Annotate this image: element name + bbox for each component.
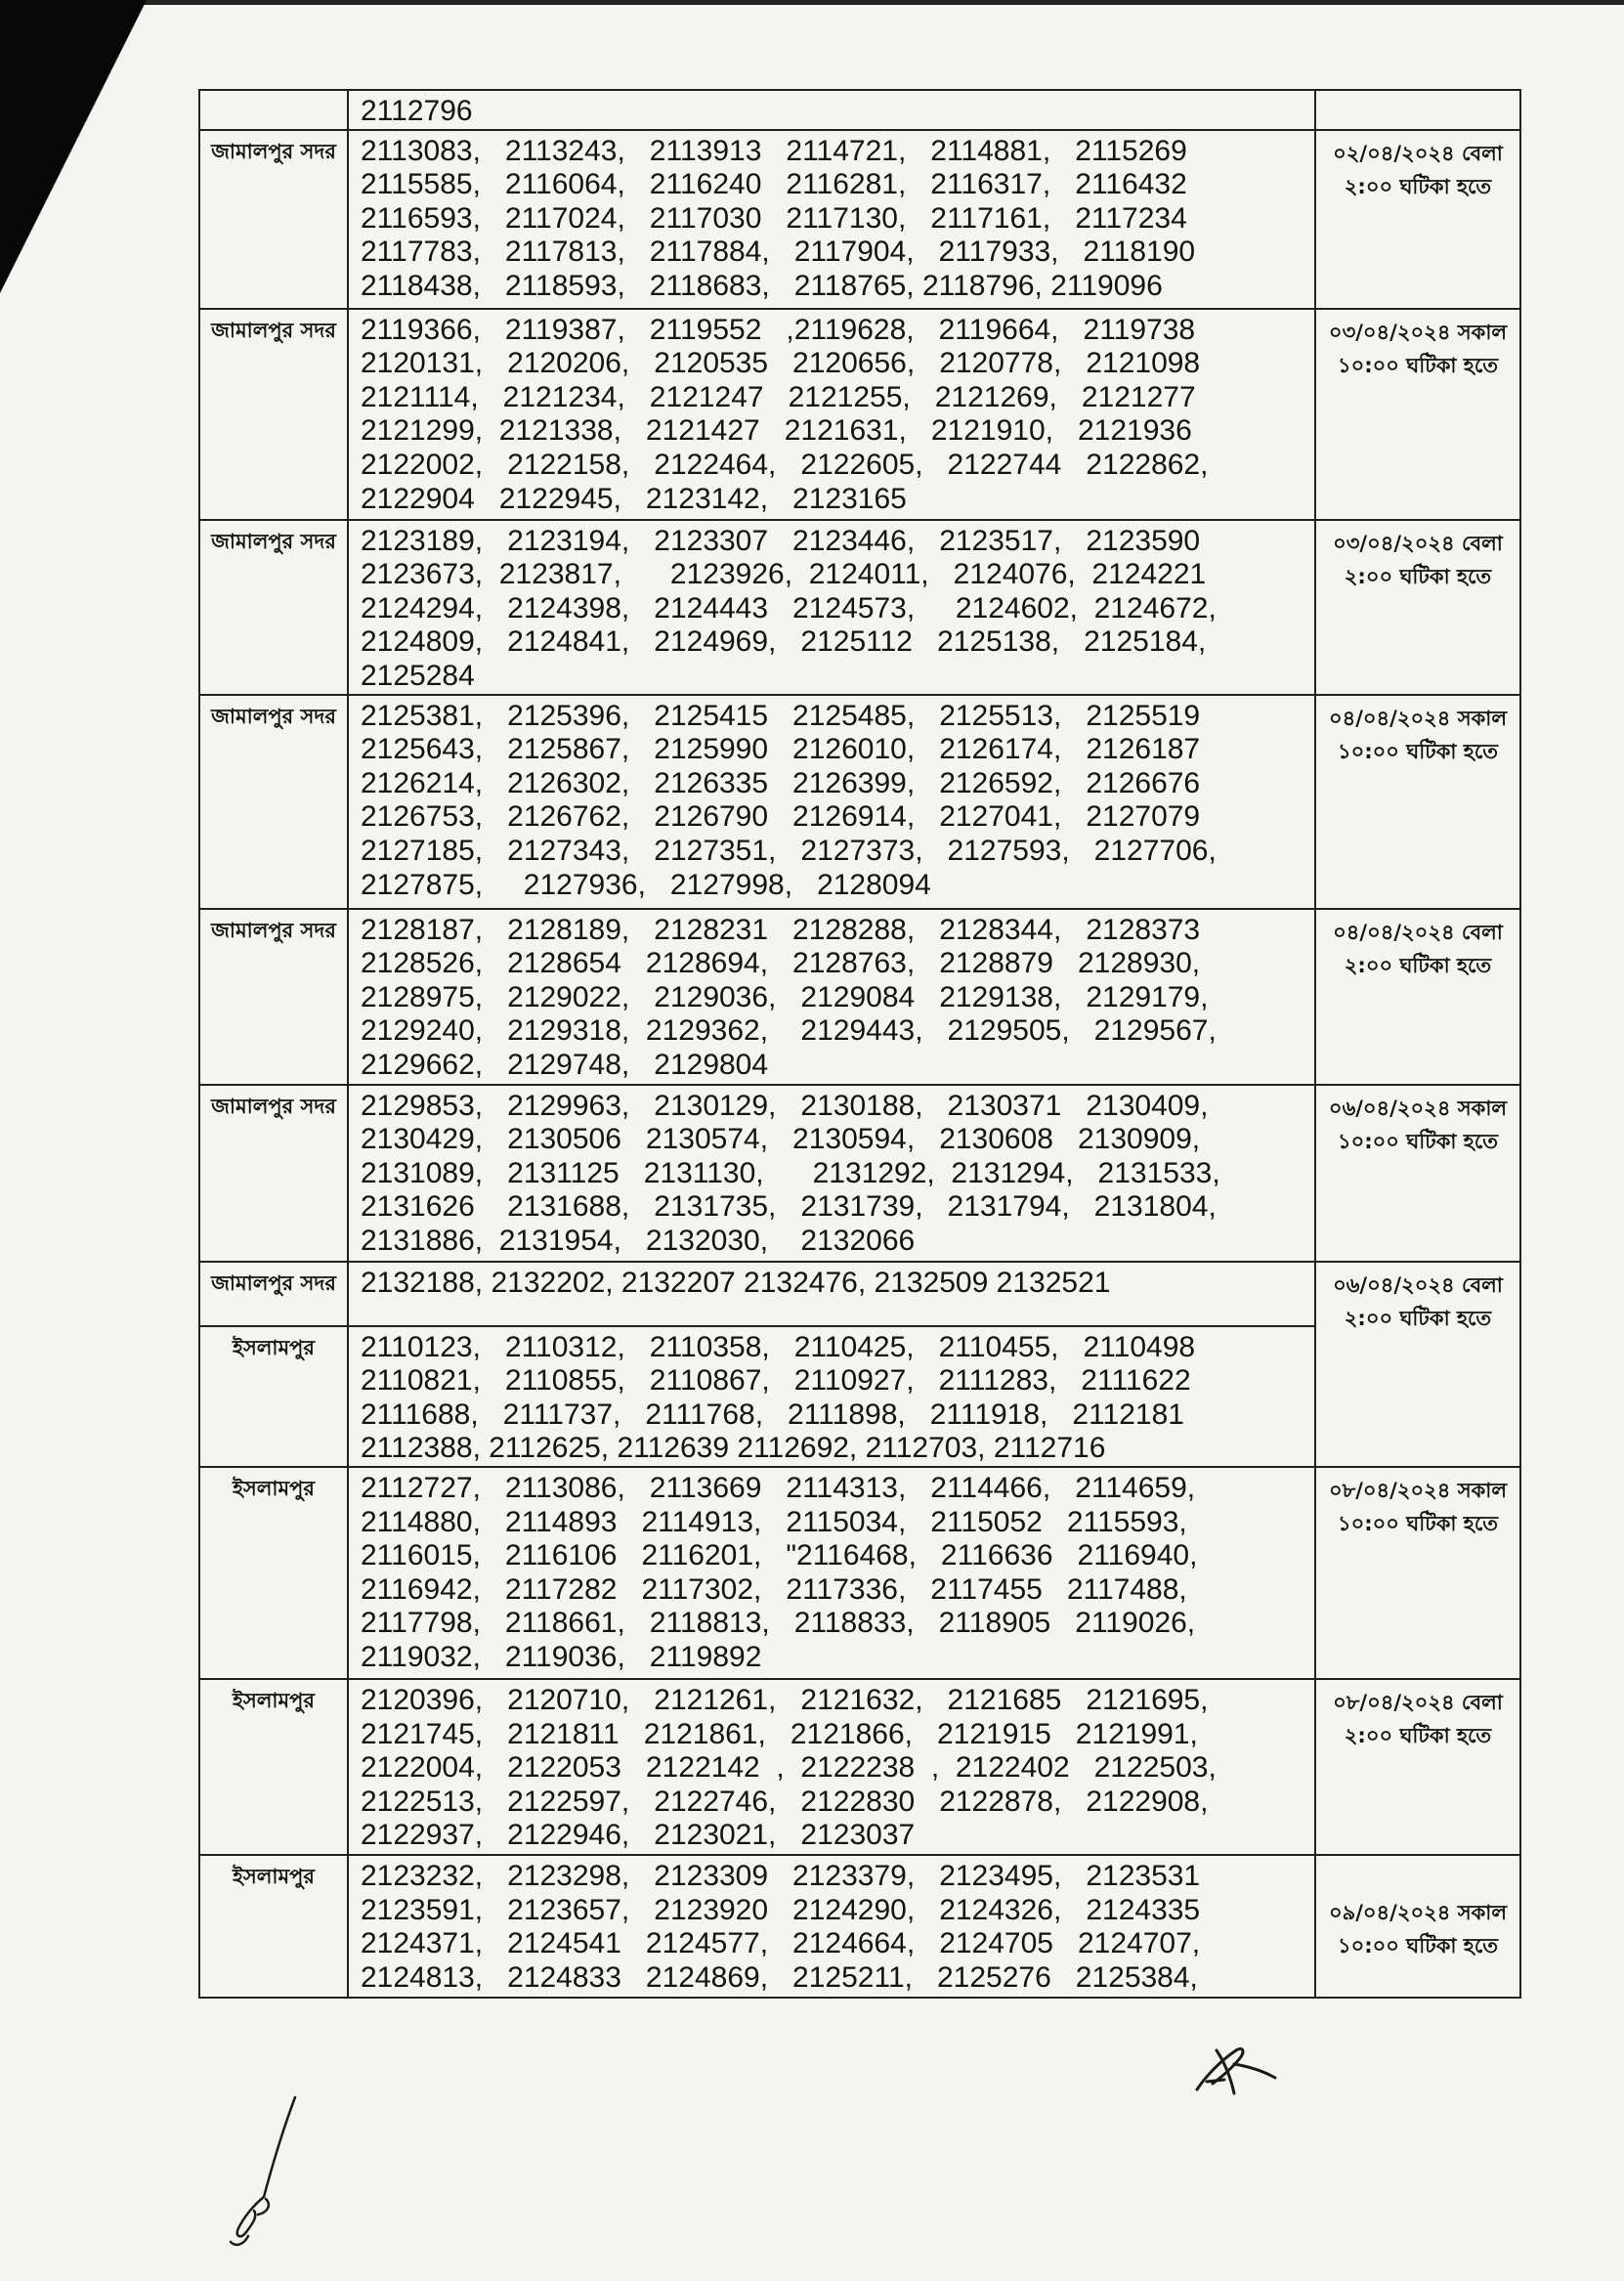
signature-right [1177, 2021, 1285, 2109]
table-row [199, 1467, 1520, 1679]
roll-schedule-table [198, 89, 1521, 1999]
table-row [199, 909, 1520, 1085]
schedule-cell: ০৯/০৪/২০২৪ সকাল ১০:০০ ঘটিকা হতে [1315, 1855, 1520, 1998]
schedule-cell: ০৪/০৪/২০২৪ সকাল ১০:০০ ঘটিকা হতে [1315, 695, 1520, 909]
table-row [199, 1262, 1520, 1326]
location-cell [199, 90, 348, 130]
schedule-cell: ০৩/০৪/২০২৪ সকাল ১০:০০ ঘটিকা হতে [1315, 309, 1520, 520]
roll-numbers-cell: 2112796 [348, 90, 1315, 130]
roll-numbers-cell: 2123189, 2123194, 2123307 2123446, 2123517, 2123590 2123673, 2123817, 2123926, 2124011, 2124076, 2124221 2124294, 2124398, 2124443 2124573, 2124602, 2124672, 2124809, 2124841, 2124969, 2125112 2125138, 2125184, 2125284 [348, 520, 1315, 695]
roll-numbers-cell: 2119366, 2119387, 2119552 ,2119628, 2119664, 2119738 2120131, 2120206, 2120535 2120656, 2120778, 2121098 2121114, 2121234, 2121247 2121255, 2121269, 2121277 2121299, 2121338, 2121427 2121631, 2121910, 2121936 2122002, 2122158, 2122464, 2122605, 2122744 2122862, 2122904 2122945, 2123142, 2123165 [348, 309, 1315, 520]
schedule-cell: ০২/০৪/২০২৪ বেলা ২:০০ ঘটিকা হতে [1315, 130, 1520, 309]
table-row [199, 1085, 1520, 1262]
location-cell: জামালপুর সদর [199, 695, 348, 909]
roll-numbers-cell: 2129853, 2129963, 2130129, 2130188, 2130371 2130409, 2130429, 2130506 2130574, 2130594, 2130608 2130909, 2131089, 2131125 2131130, 2131292, 2131294, 2131533, 2131626 2131688, 2131735, 2131739, 2131794, 2131804, 2131886, 2131954, 2132030, 2132066 [348, 1085, 1315, 1262]
location-cell: ইসলামপুর [199, 1467, 348, 1679]
table-row [199, 1855, 1520, 1998]
table-row [199, 90, 1520, 130]
signature-left [215, 2089, 303, 2256]
roll-numbers-cell: 2128187, 2128189, 2128231 2128288, 2128344, 2128373 2128526, 2128654 2128694, 2128763, 2128879 2128930, 2128975, 2129022, 2129036, 2129084 2129138, 2129179, 2129240, 2129318, 2129362, 2129443, 2129505, 2129567, 2129662, 2129748, 2129804 [348, 909, 1315, 1085]
location-cell: ইসলামপুর [199, 1855, 348, 1998]
table-row [199, 309, 1520, 520]
roll-numbers-cell: 2113083, 2113243, 2113913 2114721, 2114881, 2115269 2115585, 2116064, 2116240 2116281, 2116317, 2116432 2116593, 2117024, 2117030 2117130, 2117161, 2117234 2117783, 2117813, 2117884, 2117904, 2117933, 2118190 2118438, 2118593, 2118683, 2118765, 2118796, 2119096 [348, 130, 1315, 309]
location-cell: জামালপুর সদর [199, 520, 348, 695]
schedule-cell: ০৪/০৪/২০২৪ বেলা ২:০০ ঘটিকা হতে [1315, 909, 1520, 1085]
roll-numbers-cell: 2110123, 2110312, 2110358, 2110425, 2110455, 2110498 2110821, 2110855, 2110867, 2110927, 2111283, 2111622 2111688, 2111737, 2111768, 2111898, 2111918, 2112181 2112388, 2112625, 2112639 2112692, 2112703, 2112716 [348, 1326, 1315, 1467]
roll-numbers-cell: 2120396, 2120710, 2121261, 2121632, 2121685 2121695, 2121745, 2121811 2121861, 2121866, 2121915 2121991, 2122004, 2122053 2122142 , 2122238 , 2122402 2122503, 2122513, 2122597, 2122746, 2122830 2122878, 2122908, 2122937, 2122946, 2123021, 2123037 [348, 1679, 1315, 1855]
location-cell: জামালপুর সদর [199, 1262, 348, 1326]
schedule-cell: ০৬/০৪/২০২৪ বেলা ২:০০ ঘটিকা হতে [1315, 1262, 1520, 1467]
location-cell: ইসলামপুর [199, 1679, 348, 1855]
schedule-cell: ০৬/০৪/২০২৪ সকাল ১০:০০ ঘটিকা হতে [1315, 1085, 1520, 1262]
schedule-cell: ০৩/০৪/২০২৪ বেলা ২:০০ ঘটিকা হতে [1315, 520, 1520, 695]
scan-shadow-corner [0, 0, 147, 293]
roll-numbers-cell: 2132188, 2132202, 2132207 2132476, 2132509 2132521 [348, 1262, 1315, 1326]
schedule-cell: ০৮/০৪/২০২৪ বেলা ২:০০ ঘটিকা হতে [1315, 1679, 1520, 1855]
table-row [199, 695, 1520, 909]
scan-top-edge [0, 0, 1624, 5]
location-cell: জামালপুর সদর [199, 909, 348, 1085]
location-cell: জামালপুর সদর [199, 1085, 348, 1262]
schedule-cell: ০৮/০৪/২০২৪ সকাল ১০:০০ ঘটিকা হতে [1315, 1467, 1520, 1679]
table-row [199, 130, 1520, 309]
location-cell: ইসলামপুর [199, 1326, 348, 1467]
roll-numbers-cell: 2125381, 2125396, 2125415 2125485, 2125513, 2125519 2125643, 2125867, 2125990 2126010, 2126174, 2126187 2126214, 2126302, 2126335 2126399, 2126592, 2126676 2126753, 2126762, 2126790 2126914, 2127041, 2127079 2127185, 2127343, 2127351, 2127373, 2127593, 2127706, 2127875, 2127936, 2127998, 2128094 [348, 695, 1315, 909]
table-row [199, 1679, 1520, 1855]
table-row [199, 520, 1520, 695]
location-cell: জামালপুর সদর [199, 309, 348, 520]
roll-numbers-cell: 2112727, 2113086, 2113669 2114313, 2114466, 2114659, 2114880, 2114893 2114913, 2115034, 2115052 2115593, 2116015, 2116106 2116201, "2116468, 2116636 2116940, 2116942, 2117282 2117302, 2117336, 2117455 2117488, 2117798, 2118661, 2118813, 2118833, 2118905 2119026, 2119032, 2119036, 2119892 [348, 1467, 1315, 1679]
roll-numbers-cell: 2123232, 2123298, 2123309 2123379, 2123495, 2123531 2123591, 2123657, 2123920 2124290, 2124326, 2124335 2124371, 2124541 2124577, 2124664, 2124705 2124707, 2124813, 2124833 2124869, 2125211, 2125276 2125384, [348, 1855, 1315, 1998]
schedule-cell [1315, 90, 1520, 130]
location-cell: জামালপুর সদর [199, 130, 348, 309]
